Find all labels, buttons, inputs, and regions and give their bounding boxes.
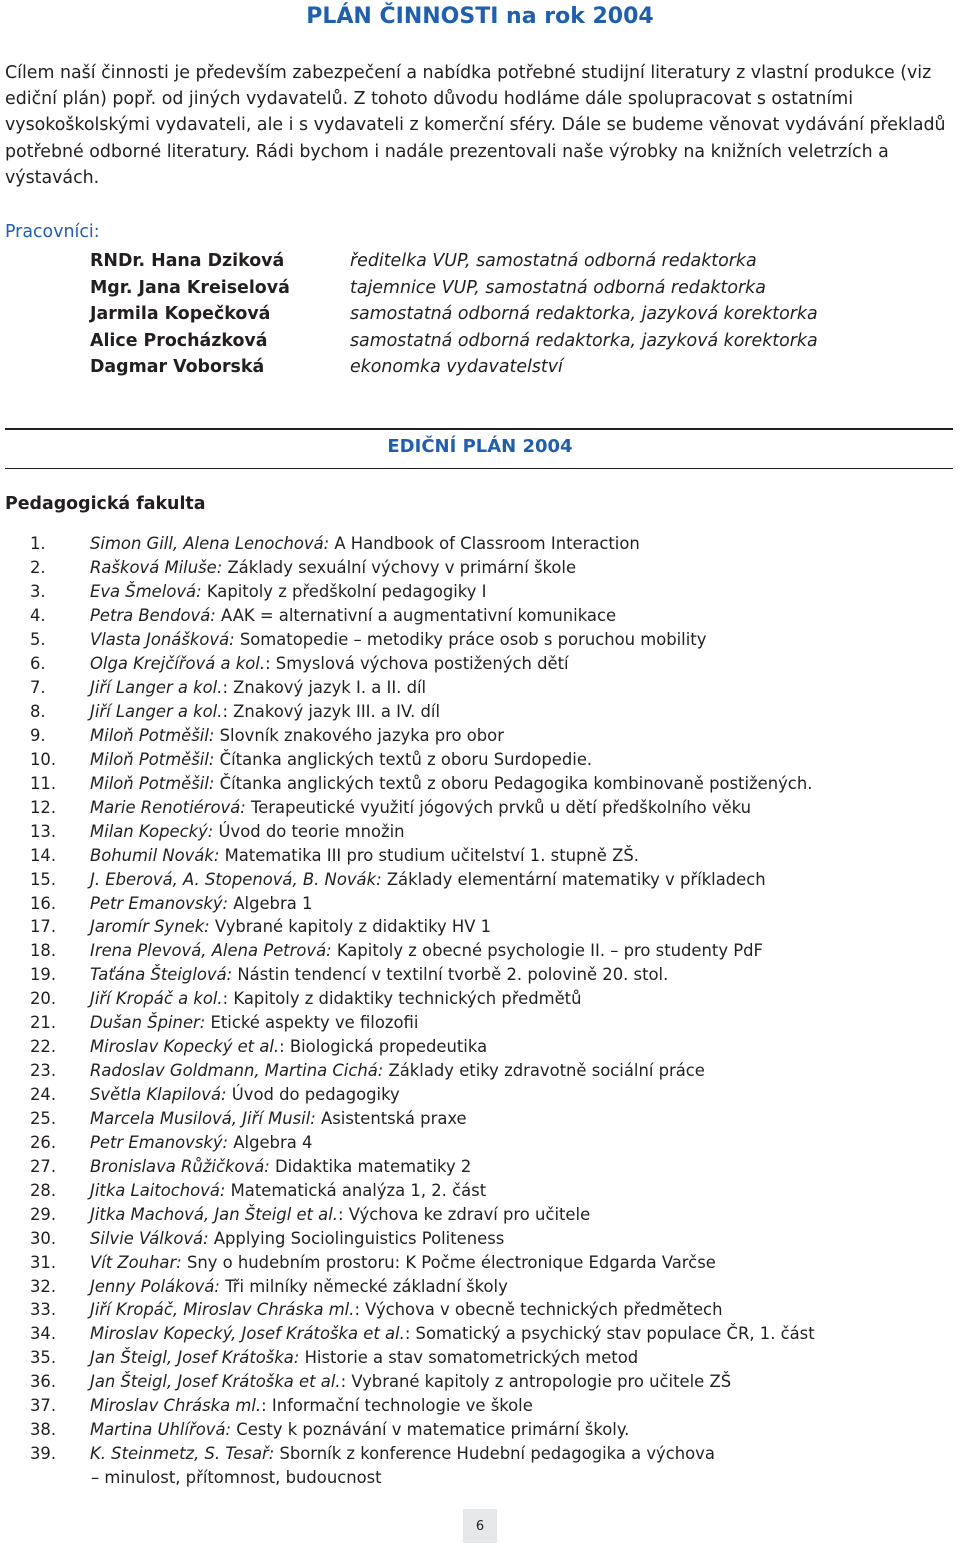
publication-authors: Taťána Šteiglová: (90, 965, 233, 985)
publication-number: 31. (30, 1252, 57, 1272)
publication-item (30, 1202, 950, 1226)
publication-title: A Handbook of Classroom Interaction (329, 534, 640, 554)
publication-entry (90, 1372, 950, 1391)
intro-sentence: Rádi bychom i nadále prezentovali naše výrobky na knižních veletrzích a výstavách. (5, 141, 889, 188)
publication-title: Slovník znakového jazyka pro obor (214, 725, 504, 745)
divider-top (5, 428, 953, 430)
publication-authors: Petra Bendová: (90, 606, 216, 626)
publication-entry (90, 894, 950, 913)
publication-entry (90, 1277, 950, 1296)
publication-authors: Miroslav Kopecký, Josef Krátoška et al. (90, 1324, 405, 1344)
publication-authors: Jan Šteigl, Josef Krátoška: (90, 1348, 300, 1368)
staff-role: ředitelka VUP, samostatná odborná redaktorka (350, 251, 757, 272)
publication-continuation: – minulost, přítomnost, budoucnost (91, 1468, 382, 1487)
publication-number: 7. (30, 678, 46, 698)
publication-item (30, 795, 950, 819)
publication-entry (90, 1109, 950, 1128)
publication-title: Didaktika matematiky 2 (269, 1156, 472, 1176)
publication-item (30, 1035, 950, 1059)
publication-item (30, 1418, 950, 1442)
staff-name: Alice Procházková (90, 330, 268, 351)
publication-title: Základy elementární matematiky v příkladech (381, 869, 766, 889)
publication-number: 27. (30, 1156, 57, 1176)
publication-number: 39. (30, 1444, 57, 1464)
publication-item (30, 1394, 950, 1418)
publication-authors: Jiří Langer a kol. (90, 702, 223, 722)
publication-entry (90, 654, 950, 673)
publication-number: 37. (30, 1396, 57, 1416)
publication-authors: Rašková Miluše: (90, 558, 223, 578)
publication-number: 17. (30, 917, 57, 937)
publication-number: 32. (30, 1276, 57, 1296)
staff-name: Mgr. Jana Kreiselová (90, 277, 290, 298)
publication-item (30, 1370, 950, 1394)
publication-authors: Miloň Potměšil: (90, 773, 215, 793)
staff-role: ekonomka vydavatelství (350, 357, 563, 378)
publication-number: 9. (30, 725, 46, 745)
publication-number: 25. (30, 1108, 57, 1128)
publication-item (30, 1059, 950, 1083)
publication-number: 28. (30, 1180, 57, 1200)
publication-entry (90, 702, 950, 721)
publication-item (30, 628, 950, 652)
publication-item (30, 532, 950, 556)
publication-item (30, 1346, 950, 1370)
publication-title: Matematika III pro studium učitelství 1. stupně ZŠ. (219, 845, 639, 865)
publication-authors: Miroslav Kopecký et al. (90, 1037, 280, 1057)
publication-entry (90, 678, 950, 697)
publication-number: 34. (30, 1324, 57, 1344)
staff-row (90, 248, 950, 275)
publication-authors: Jaromír Synek: (90, 917, 210, 937)
publication-title: Čítanka anglických textů z oboru Surdopedie. (214, 749, 593, 769)
publication-number: 35. (30, 1348, 57, 1368)
publication-item (30, 819, 950, 843)
publication-number: 36. (30, 1372, 57, 1392)
publication-title: Algebra 1 (228, 893, 313, 913)
publication-entry (90, 1205, 950, 1224)
publication-number: 19. (30, 965, 57, 985)
publication-entry (90, 917, 950, 936)
publication-authors: Olga Krejčířová a kol. (90, 654, 266, 674)
publication-title: Matematická analýza 1, 2. část (225, 1180, 487, 1200)
publication-authors: Jiří Kropáč a kol. (90, 989, 223, 1009)
publication-item (30, 1250, 950, 1274)
publication-authors: Vít Zouhar: (90, 1252, 182, 1272)
publication-entry (90, 1444, 950, 1463)
publication-item (30, 1011, 950, 1035)
publication-number: 26. (30, 1132, 57, 1152)
publication-entry (90, 726, 950, 745)
publication-item (30, 676, 950, 700)
publication-item (30, 700, 950, 724)
publication-number: 21. (30, 1013, 57, 1033)
publication-title: : Kapitoly z didaktiky technických předmětů (222, 989, 582, 1009)
page-title: PLÁN ČINNOSTI na rok 2004 (306, 4, 654, 29)
publication-title: Algebra 4 (228, 1132, 313, 1152)
publication-entry (90, 1181, 950, 1200)
publication-authors: Jiří Kropáč, Miroslav Chráska ml. (90, 1300, 355, 1320)
publication-entry (90, 1324, 950, 1343)
publication-list (30, 532, 950, 1466)
publication-number: 1. (30, 534, 46, 554)
publication-entry (90, 774, 950, 793)
staff-role: tajemnice VUP, samostatná odborná redaktorka (350, 277, 766, 298)
publication-number: 22. (30, 1037, 57, 1057)
publication-number: 29. (30, 1204, 57, 1224)
publication-number: 15. (30, 869, 57, 889)
publication-title: Terapeutické využití jógových prvků u dětí předškolního věku (245, 797, 752, 817)
publication-authors: Milan Kopecký: (90, 821, 214, 841)
publication-entry (90, 1300, 950, 1319)
publication-number: 8. (30, 702, 46, 722)
staff-list (90, 248, 950, 381)
publication-entry (90, 1085, 950, 1104)
publication-authors: Bronislava Růžičková: (90, 1156, 270, 1176)
publication-number: 10. (30, 749, 57, 769)
publication-item (30, 1298, 950, 1322)
publication-item (30, 1154, 950, 1178)
publication-entry (90, 1133, 950, 1152)
divider-bottom (5, 468, 953, 469)
publication-item (30, 939, 950, 963)
publication-number: 12. (30, 797, 57, 817)
publication-authors: Irena Plevová, Alena Petrová: (90, 941, 332, 961)
publication-entry (90, 750, 950, 769)
publication-number: 33. (30, 1300, 57, 1320)
publication-number: 2. (30, 558, 46, 578)
publication-item (30, 724, 950, 748)
publication-item (30, 843, 950, 867)
publication-entry (90, 846, 950, 865)
publication-entry (90, 1013, 950, 1032)
staff-row (90, 354, 950, 381)
publication-title: Kapitoly z předškolní pedagogiky I (201, 582, 487, 602)
publication-title: Asistentská praxe (315, 1108, 467, 1128)
publication-item (30, 1226, 950, 1250)
staff-role: samostatná odborná redaktorka, jazyková korektorka (350, 330, 818, 351)
publication-entry (90, 1157, 950, 1176)
publication-title: Čítanka anglických textů z oboru Pedagogika kombinovaně postižených. (214, 773, 813, 793)
publication-entry (90, 989, 950, 1008)
publication-item (30, 987, 950, 1011)
publication-entry (90, 1420, 950, 1439)
intro-paragraph (5, 60, 955, 191)
publication-authors: Světla Klapilová: (90, 1085, 227, 1105)
publication-authors: Marcela Musilová, Jiří Musil: (90, 1108, 316, 1128)
publication-item (30, 915, 950, 939)
publication-item (30, 1442, 950, 1466)
publication-entry (90, 1229, 950, 1248)
publication-entry (90, 558, 950, 577)
publication-authors: Vlasta Jonášková: (90, 630, 235, 650)
publication-title: Tři milníky německé základní školy (219, 1276, 508, 1296)
publication-item (30, 604, 950, 628)
publication-entry (90, 1061, 950, 1080)
publication-authors: Miroslav Chráska ml. (90, 1396, 262, 1416)
publication-authors: Simon Gill, Alena Lenochová: (90, 534, 330, 554)
publication-authors: Miloň Potměšil: (90, 725, 215, 745)
publication-title: Vybrané kapitoly z didaktiky HV 1 (209, 917, 492, 937)
publication-number: 6. (30, 654, 46, 674)
publication-title: Sborník z konference Hudební pedagogika a výchova (274, 1444, 715, 1464)
publication-title: Základy etiky zdravotně sociální práce (383, 1061, 705, 1081)
publication-authors: Dušan Špiner: (90, 1013, 206, 1033)
publication-title: Úvod do pedagogiky (226, 1085, 400, 1105)
staff-label: Pracovníci: (5, 222, 100, 242)
publication-number: 18. (30, 941, 57, 961)
publication-authors: Bohumil Novák: (90, 845, 220, 865)
publication-authors: Miloň Potměšil: (90, 749, 215, 769)
publication-authors: Jan Šteigl, Josef Krátoška et al. (90, 1372, 341, 1392)
publication-entry (90, 965, 950, 984)
publication-title: Somatopedie – metodiky práce osob s poruchou mobility (234, 630, 707, 650)
publication-title: : Somatický a psychický stav populace ČR, 1. část (404, 1324, 815, 1344)
staff-name: Jarmila Kopečková (90, 304, 271, 325)
publication-item (30, 1322, 950, 1346)
page-number: 6 (463, 1509, 497, 1543)
publication-entry (90, 630, 950, 649)
publication-title: Úvod do teorie množin (213, 821, 405, 841)
publication-title: : Smyslová výchova postižených dětí (265, 654, 569, 674)
publication-title: : Vybrané kapitoly z antropologie pro učitele ZŠ (340, 1372, 732, 1392)
publication-authors: Marie Renotiérová: (90, 797, 246, 817)
publication-title: Cesty k poznávání v matematice primární školy. (231, 1420, 630, 1440)
staff-name: Dagmar Voborská (90, 357, 265, 378)
faculty-heading: Pedagogická fakulta (5, 494, 206, 514)
publication-title: : Znakový jazyk I. a II. díl (222, 678, 427, 698)
publication-number: 4. (30, 606, 46, 626)
publication-item (30, 1130, 950, 1154)
publication-entry (90, 582, 950, 601)
publication-item (30, 771, 950, 795)
intro-sentence: Cílem naší činnosti je především zabezpečení a nabídka potřebné studijní literatury z vlastní produkce (viz ediční plán) popř. od jiných vydavatelů. (5, 63, 932, 110)
publication-authors: Jenny Poláková: (90, 1276, 220, 1296)
publication-authors: Jitka Machová, Jan Šteigl et al. (90, 1204, 338, 1224)
publication-title: Etické aspekty ve filozofii (205, 1013, 419, 1033)
publication-title: Applying Sociolinguistics Politeness (208, 1228, 505, 1248)
publication-number: 3. (30, 582, 46, 602)
publication-title: : Znakový jazyk III. a IV. díl (222, 702, 441, 722)
publication-title: AAK = alternativní a augmentativní komunikace (215, 606, 617, 626)
publication-item (30, 1178, 950, 1202)
publication-item (30, 963, 950, 987)
publication-number: 38. (30, 1420, 57, 1440)
publication-number: 30. (30, 1228, 57, 1248)
publication-authors: Radoslav Goldmann, Martina Cichá: (90, 1061, 384, 1081)
publication-authors: J. Eberová, A. Stopenová, B. Novák: (90, 869, 382, 889)
publication-number: 14. (30, 845, 57, 865)
publication-entry (90, 1253, 950, 1272)
publication-title: Nástin tendencí v textilní tvorbě 2. polovině 20. stol. (232, 965, 669, 985)
publication-title: : Výchova ke zdraví pro učitele (337, 1204, 591, 1224)
publication-item (30, 891, 950, 915)
staff-row (90, 275, 950, 302)
publication-title: : Informační technologie ve škole (261, 1396, 533, 1416)
publication-entry (90, 941, 950, 960)
publication-authors: Martina Uhlířová: (90, 1420, 232, 1440)
publication-authors: Eva Šmelová: (90, 582, 202, 602)
publication-title: Kapitoly z obecné psychologie II. – pro studenty PdF (331, 941, 763, 961)
publication-authors: Petr Emanovský: (90, 1132, 229, 1152)
staff-name: RNDr. Hana Dziková (90, 251, 285, 272)
publication-number: 24. (30, 1085, 57, 1105)
publication-title: : Výchova v obecně technických předmětech (354, 1300, 723, 1320)
publication-title: Základy sexuální výchovy v primární škole (222, 558, 577, 578)
publication-item (30, 580, 950, 604)
publication-item (30, 867, 950, 891)
publication-title: : Biologická propedeutika (279, 1037, 488, 1057)
publication-entry (90, 1037, 950, 1056)
publication-entry (90, 1348, 950, 1367)
publication-authors: Jiří Langer a kol. (90, 678, 223, 698)
publication-item (30, 556, 950, 580)
publication-entry (90, 798, 950, 817)
publication-number: 5. (30, 630, 46, 650)
publication-authors: Jitka Laitochová: (90, 1180, 226, 1200)
publication-authors: Petr Emanovský: (90, 893, 229, 913)
edition-plan-title: EDIČNÍ PLÁN 2004 (387, 436, 573, 457)
intro-sentence: Dále se budeme věnovat vydávání překladů potřebné odborné literatury. (5, 115, 946, 162)
staff-role: samostatná odborná redaktorka, jazyková korektorka (350, 304, 818, 325)
publication-item (30, 1083, 950, 1107)
publication-entry (90, 534, 950, 553)
publication-number: 23. (30, 1061, 57, 1081)
publication-number: 20. (30, 989, 57, 1009)
publication-title: Historie a stav somatometrických metod (299, 1348, 639, 1368)
publication-item (30, 1107, 950, 1131)
publication-number: 16. (30, 893, 57, 913)
publication-entry (90, 606, 950, 625)
publication-authors: Silvie Válková: (90, 1228, 209, 1248)
staff-row (90, 328, 950, 355)
publication-item (30, 747, 950, 771)
intro-sentence: Z tohoto důvodu hodláme dále spolupracovat s ostatními vysokoškolskými vydavateli, ale i s vydavateli z komerční sféry. (5, 89, 854, 136)
publication-item (30, 652, 950, 676)
publication-entry (90, 870, 950, 889)
publication-entry (90, 1396, 950, 1415)
publication-number: 11. (30, 773, 57, 793)
staff-row (90, 301, 950, 328)
publication-item (30, 1274, 950, 1298)
publication-title: Sny o hudebním prostoru: K Počme électronique Edgarda Varčse (181, 1252, 716, 1272)
publication-authors: K. Steinmetz, S. Tesař: (90, 1444, 275, 1464)
publication-entry (90, 822, 950, 841)
publication-number: 13. (30, 821, 57, 841)
